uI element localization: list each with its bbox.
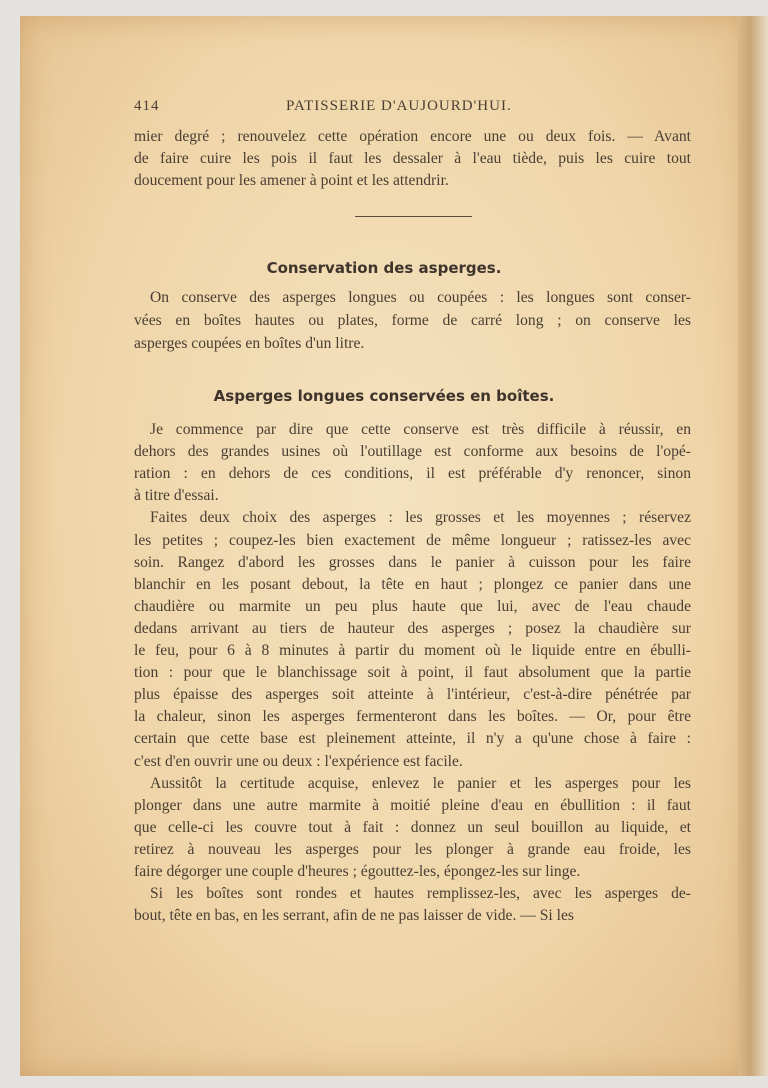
text-line: les petites ; coupez-les bien exactement de même longueur ; ratissez-les avec — [134, 531, 691, 549]
text-line: soin. Rangez d'abord les grosses dans le panier à cuisson pour les faire — [134, 553, 691, 571]
section-divider — [355, 216, 472, 217]
text-line: vées en boîtes hautes ou plates, forme de carré long ; on conserve les — [134, 312, 691, 329]
text-line: plus épaisse des asperges soit atteinte à l'intérieur, c'est-à-dire pénétrée par — [134, 686, 691, 704]
page-number: 414 — [134, 98, 160, 114]
text-line: asperges coupées en boîtes d'un litre. — [134, 335, 365, 352]
text-line: certain que cette base est pleinement atteinte, il n'y a qu'une chose à faire : — [134, 730, 691, 748]
text-line: plonger dans une autre marmite à moitié pleine d'eau en ébullition : il faut — [134, 796, 691, 814]
text-line: Faites deux choix des asperges : les grosses et les moyennes ; réservez — [150, 509, 691, 527]
text-line: dedans arrivant au tiers de hauteur des asperges ; posez la chaudière sur — [134, 619, 691, 637]
section-heading-conservation: Conservation des asperges. — [266, 259, 502, 277]
text-line: dehors des grandes usines où l'outillage est conforme aux besoins de l'opé- — [134, 443, 691, 461]
text-line: chaudière ou marmite un peu plus haute que lui, avec de l'eau chaude — [134, 597, 691, 615]
text-line: blanchir en les posant debout, la tête en haut ; plongez ce panier dans une — [134, 575, 691, 593]
text-line: Aussitôt la certitude acquise, enlevez le panier et les asperges pour les — [150, 774, 691, 792]
text-line: On conserve des asperges longues ou coupées : les longues sont conser- — [150, 289, 691, 306]
text-line: tion : pour que le blanchissage soit à point, il faut absolument que la partie — [134, 664, 691, 682]
text-line: Si les boîtes sont rondes et hautes remplissez-les, avec les asperges de- — [150, 885, 691, 903]
text-line: à titre d'essai. — [134, 487, 219, 505]
running-head: PATISSERIE D'AUJOURD'HUI. — [286, 98, 512, 114]
text-line: la chaleur, sinon les asperges fermenteront dans les boîtes. — Or, pour être — [134, 708, 691, 726]
text-line: le feu, pour 6 à 8 minutes à partir du moment où le liquide entre en ébulli- — [134, 642, 691, 659]
text-line: bout, tête en bas, en les serrant, afin de ne pas laisser de vide. — Si les — [134, 907, 574, 925]
text-line: que celle-ci les couvre tout à fait : donnez un seul bouillon au liquide, et — [134, 818, 691, 836]
text-line: Je commence par dire que cette conserve est très difficile à réussir, en — [150, 421, 691, 438]
text-line: retirez à nouveau les asperges pour les plonger à grande eau froide, les — [134, 840, 691, 858]
text-line: faire dégorger une couple d'heures ; égouttez-les, épongez-les sur linge. — [134, 863, 581, 880]
text-line: doucement pour les amener à point et les attendrir. — [134, 172, 449, 189]
text-line: ration : en dehors de ces conditions, il est préférable d'y renoncer, sinon — [134, 465, 691, 483]
page-binding-edge — [738, 16, 768, 1076]
text-line: c'est d'en ouvrir une ou deux : l'expérience est facile. — [134, 752, 463, 770]
text-line: mier degré ; renouvelez cette opération encore une ou deux fois. — Avant — [134, 128, 691, 145]
text-line: de faire cuire les pois il faut les dessaler à l'eau tiède, puis les cuire tout — [134, 150, 691, 167]
section-heading-asperges-longues: Asperges longues conservées en boîtes. — [213, 387, 555, 405]
